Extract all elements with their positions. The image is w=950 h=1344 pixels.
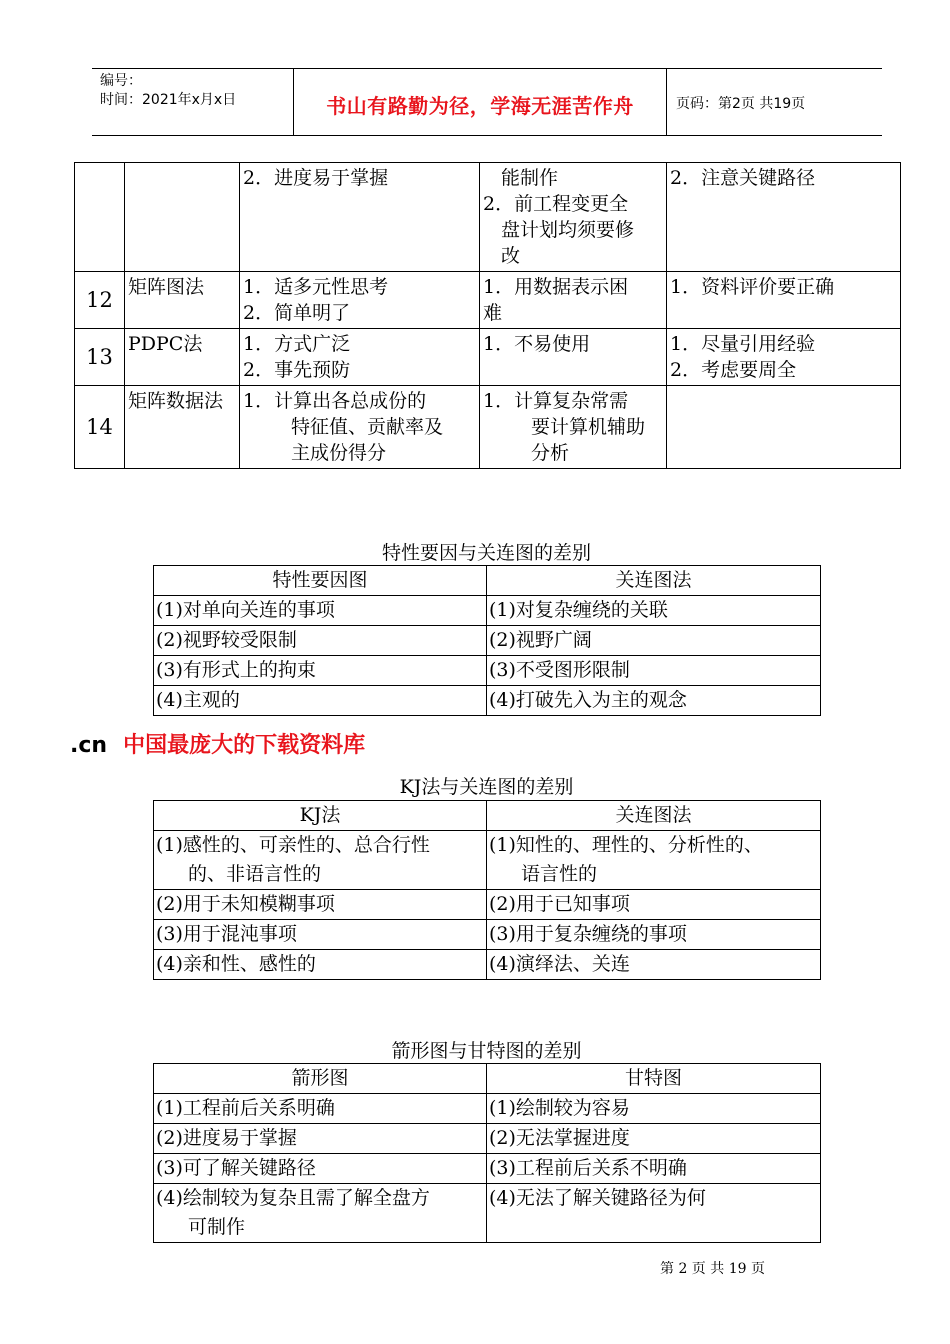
table-cell: (3)工程前后关系不明确 — [487, 1154, 821, 1184]
table-row — [154, 920, 821, 950]
promo-text: 中国最庞大的下载资料库 — [123, 733, 366, 758]
table-cell: (4)亲和性、感性的 — [154, 950, 487, 980]
method-cons — [480, 386, 667, 469]
text-line: 的、非语言性的 — [188, 863, 322, 885]
table-row — [75, 163, 901, 272]
column-header: KJ法 — [154, 801, 487, 831]
text-line: 1．适多元性思考 — [243, 276, 389, 298]
compare2-title: KJ法与关连图的差别 — [399, 776, 574, 798]
method-notes — [667, 329, 901, 386]
compare3-table — [153, 1063, 821, 1243]
table-cell: (4)演绎法、关连 — [487, 950, 821, 980]
table-row — [154, 656, 821, 686]
table-row — [154, 950, 821, 980]
text-line: 1．资料评价要正确 — [670, 276, 835, 298]
text-line: 可制作 — [188, 1216, 246, 1238]
page-footer: 第 2 页 共 19 页 — [660, 1261, 765, 1277]
method-pros — [240, 329, 480, 386]
text-line: 2．考虑要周全 — [670, 359, 797, 381]
header-motto: 书山有路勤为径，学海无涯苦作舟 — [326, 94, 634, 118]
text-line: 1．尽量引用经验 — [670, 333, 816, 355]
table-row — [154, 1124, 821, 1154]
text-line: 特征值、贡献率及 — [291, 416, 444, 438]
text-line: 改 — [501, 245, 521, 267]
table-row — [154, 831, 821, 890]
header-divider-right — [666, 68, 667, 136]
table-row — [154, 686, 821, 716]
table-cell: (4)主观的 — [154, 686, 487, 716]
table-cell — [154, 831, 487, 890]
table-cell: (3)用于复杂缠绕的事项 — [487, 920, 821, 950]
method-pros — [240, 386, 480, 469]
text-line: 要计算机辅助 — [531, 416, 646, 438]
header-time: 时间：2021年x月x日 — [100, 92, 237, 108]
table-cell: (1)对单向关连的事项 — [154, 596, 487, 626]
table-row — [154, 890, 821, 920]
text-line: 难 — [483, 302, 503, 324]
table-header-row — [154, 1064, 821, 1094]
table-row — [154, 596, 821, 626]
table-cell: (2)无法掌握进度 — [487, 1124, 821, 1154]
table-cell: (1)工程前后关系明确 — [154, 1094, 487, 1124]
header-top-rule — [92, 68, 882, 69]
text-line: 分析 — [531, 442, 570, 464]
table-row — [154, 1184, 821, 1243]
text-line: (1)知性的、理性的、分析性的、 — [489, 834, 763, 856]
column-header: 关连图法 — [487, 801, 821, 831]
header-page: 页码：第2页 共19页 — [676, 96, 806, 112]
column-header: 甘特图 — [487, 1064, 821, 1094]
text-line: (4)绘制较为复杂且需了解全盘方 — [156, 1187, 430, 1209]
column-header: 箭形图 — [154, 1064, 487, 1094]
method-name: 矩阵图法 — [125, 272, 240, 329]
table-cell: (1)绘制较为容易 — [487, 1094, 821, 1124]
table-cell: (2)进度易于掌握 — [154, 1124, 487, 1154]
column-header: 特性要因图 — [154, 566, 487, 596]
compare1-table — [153, 565, 821, 716]
table-cell: (3)不受图形限制 — [487, 656, 821, 686]
table-cell: (2)用于未知模糊事项 — [154, 890, 487, 920]
row-number: 13 — [75, 329, 125, 386]
text-line: 1．计算出各总成份的 — [243, 390, 427, 412]
text-line: (1)感性的、可亲性的、总合行性 — [156, 834, 430, 856]
method-cons — [480, 329, 667, 386]
table-row — [154, 626, 821, 656]
table-cell — [154, 1184, 487, 1243]
method-pros — [240, 163, 480, 272]
table-row — [75, 386, 901, 469]
method-name: 矩阵数据法 — [125, 386, 240, 469]
text-line: 1．不易使用 — [483, 333, 591, 355]
table-row — [75, 329, 901, 386]
row-number: 14 — [75, 386, 125, 469]
text-line: 能制作 — [501, 167, 559, 189]
method-pros — [240, 272, 480, 329]
row-number: 12 — [75, 272, 125, 329]
table-cell: (2)用于已知事项 — [487, 890, 821, 920]
text-line: 语言性的 — [521, 863, 598, 885]
table-cell: (2)视野较受限制 — [154, 626, 487, 656]
promo-line — [70, 728, 365, 759]
method-notes — [667, 386, 901, 469]
table-cell: (3)可了解关键路径 — [154, 1154, 487, 1184]
table-cell: (2)视野广阔 — [487, 626, 821, 656]
row-number — [75, 163, 125, 272]
table-cell: (3)有形式上的拘束 — [154, 656, 487, 686]
text-line: 2．简单明了 — [243, 302, 351, 324]
text-line: 2．事先预防 — [243, 359, 351, 381]
text-line: 2．进度易于掌握 — [243, 167, 389, 189]
method-cons — [480, 163, 667, 272]
method-name: PDPC法 — [125, 329, 240, 386]
text-line: 主成份得分 — [291, 442, 387, 464]
table-cell: (4)打破先入为主的观念 — [487, 686, 821, 716]
text-line: 1．计算复杂常需 — [483, 390, 629, 412]
method-notes — [667, 163, 901, 272]
table-cell — [487, 831, 821, 890]
text-line: 1．方式广泛 — [243, 333, 351, 355]
compare1-title: 特性要因与关连图的差别 — [381, 542, 591, 564]
table-row — [154, 1154, 821, 1184]
table-cell: (3)用于混沌事项 — [154, 920, 487, 950]
text-line: 1．用数据表示困 — [483, 276, 629, 298]
table-header-row — [154, 801, 821, 831]
promo-domain: .cn — [70, 733, 108, 758]
table-cell: (4)无法了解关键路径为何 — [487, 1184, 821, 1243]
table-row — [154, 1094, 821, 1124]
table-row — [75, 272, 901, 329]
compare2-table — [153, 800, 821, 980]
text-line: 2．前工程变更全 — [483, 193, 629, 215]
text-line: 盘计划均须要修 — [501, 219, 635, 241]
text-line: 2．注意关键路径 — [670, 167, 816, 189]
method-notes — [667, 272, 901, 329]
method-name — [125, 163, 240, 272]
compare3-title: 箭形图与甘特图的差别 — [391, 1040, 582, 1062]
header-meta — [100, 72, 236, 110]
column-header: 关连图法 — [487, 566, 821, 596]
table-cell: (1)对复杂缠绕的关联 — [487, 596, 821, 626]
header-bottom-rule — [92, 135, 882, 136]
method-cons — [480, 272, 667, 329]
methods-table — [74, 162, 901, 469]
table-header-row — [154, 566, 821, 596]
header-number: 编号： — [100, 73, 142, 89]
